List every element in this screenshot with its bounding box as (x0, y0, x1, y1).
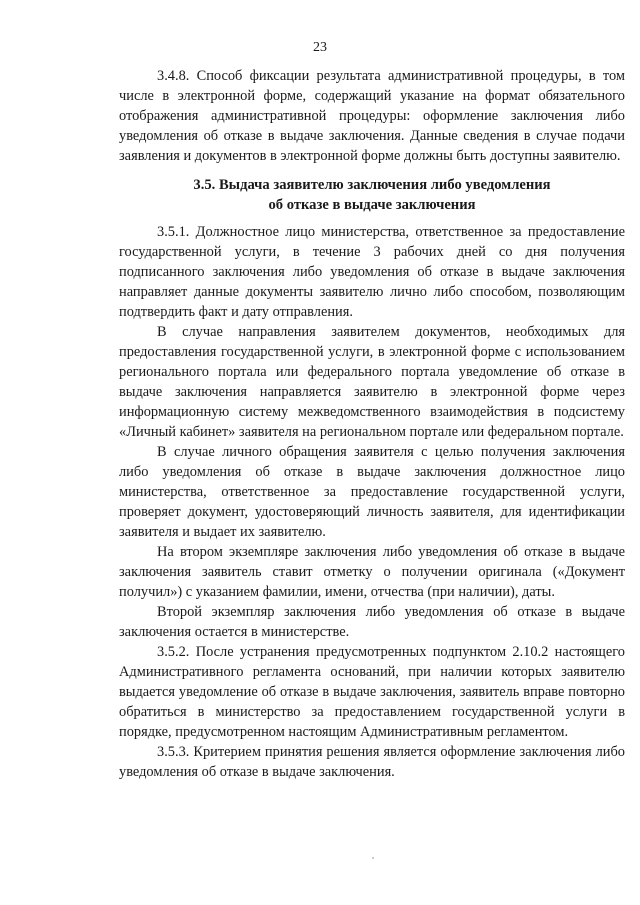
section-heading-line-1: 3.5. Выдача заявителю заключения либо уведомления (193, 177, 551, 193)
paragraph-3-5-2: 3.5.2. После устранения предусмотренных подпунктом 2.10.2 настоящего Административного регламента оснований, при наличии которых заявителю выдается уведомление об отказе в выдаче заключения, заявитель вправе повторно обратиться в министерство за предоставлением государственной услуги в порядке, предусмотренном настоящим Административным регламентом. (119, 644, 625, 740)
paragraph-second-copy-kept: Второй экземпляр заключения либо уведомления об отказе в выдаче заключения остается в министерстве. (119, 604, 625, 640)
scan-speck (372, 857, 374, 859)
paragraph-3-4-8: 3.4.8. Способ фиксации результата административной процедуры, в том числе в электронной форме, содержащий указание на формат обязательного отображения административной процедуры: оформление заключения либо уведомления об отказе в выдаче заключения. Данные сведения в случае подачи заявления и документов в электронной форме должны быть доступны заявителю. (119, 68, 625, 164)
page-number: 23 (313, 40, 327, 55)
section-heading-line-2: об отказе в выдаче заключения (268, 197, 476, 213)
paragraph-electronic-delivery: В случае направления заявителем документов, необходимых для предоставления государственной услуги, в электронной форме с использованием регионального портала или федерального портала уведомление об отказе в выдаче заключения направляется заявителю в электронной форме через информационную систему межведомственного взаимодействия в подсистему «Личный кабинет» заявителя на региональном портале или федеральном портале. (119, 324, 625, 440)
document-body (119, 66, 625, 782)
paragraph-personal-visit: В случае личного обращения заявителя с целью получения заключения либо уведомления об отказе в выдаче заключения должностное лицо министерства, ответственное за предоставление государственной услуги, проверяет документ, удостоверяющий личность заявителя, для идентификации заявителя и выдает их заявителю. (119, 444, 625, 540)
paragraph-3-5-3: 3.5.3. Критерием принятия решения является оформление заключения либо уведомления об отказе в выдаче заключения. (119, 744, 625, 780)
paragraph-second-copy-mark: На втором экземпляре заключения либо уведомления об отказе в выдаче заключения заявитель ставит отметку о получении оригинала («Документ получил») с указанием фамилии, имени, отчества (при наличии), даты. (119, 544, 625, 600)
paragraph-3-5-1: 3.5.1. Должностное лицо министерства, ответственное за предоставление государственной услуги, в течение 3 рабочих дней со дня получения подписанного заключения либо уведомления об отказе в выдаче заключения направляет данные документы заявителю лично либо способом, позволяющим подтвердить факт и дату отправления. (119, 224, 625, 320)
section-heading (119, 175, 625, 215)
